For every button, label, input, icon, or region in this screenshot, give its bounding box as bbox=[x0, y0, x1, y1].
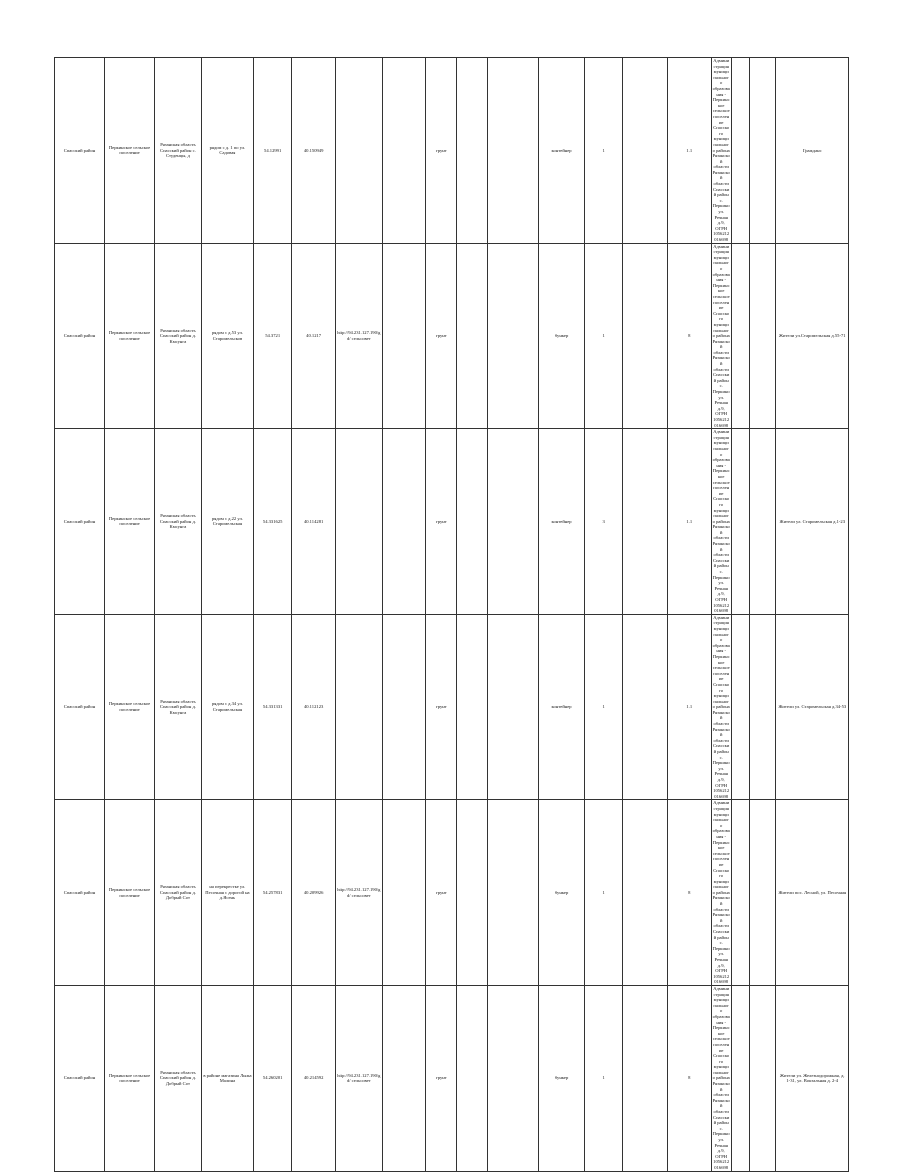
latitude-cell: 54.3721 bbox=[254, 243, 292, 429]
district-cell: Спасский район bbox=[55, 243, 105, 429]
empty-cell bbox=[382, 985, 426, 1171]
empty-cell bbox=[457, 429, 488, 615]
container-type-cell: контейнер bbox=[539, 58, 585, 244]
settlement-cell: Перкинское сельское поселение bbox=[105, 58, 155, 244]
empty-cell bbox=[457, 614, 488, 800]
address-cell: рядом с д.22 ул. Старомельская bbox=[201, 429, 253, 615]
settlement-cell: Перкинское сельское поселение bbox=[105, 614, 155, 800]
empty-cell bbox=[623, 800, 668, 986]
empty-cell bbox=[731, 243, 749, 429]
container-count-cell: 1 bbox=[584, 243, 622, 429]
table-row bbox=[55, 614, 849, 800]
latitude-cell: 54.12991 bbox=[254, 58, 292, 244]
empty-cell bbox=[457, 243, 488, 429]
empty-cell bbox=[749, 614, 776, 800]
district-cell: Спасский район bbox=[55, 800, 105, 986]
empty-cell bbox=[731, 800, 749, 986]
map-link-cell bbox=[335, 614, 382, 800]
empty-cell bbox=[488, 614, 539, 800]
settlement-cell: Перкинское сельское поселение bbox=[105, 429, 155, 615]
longitude-cell: 40.150949 bbox=[292, 58, 336, 244]
address-cell: рядом с д.53 ул. Старомельсков bbox=[201, 243, 253, 429]
table-row bbox=[55, 429, 849, 615]
district-cell: Спасский район bbox=[55, 614, 105, 800]
administrator-cell: Администрация муниципального образования - Перкинское сельское поселение Спасского муниципального района Рязанской области Рязанской области Спасский район с. Перкино ул. Речная д.9, ОГРН 1056212016698 bbox=[712, 800, 730, 985]
empty-cell bbox=[488, 243, 539, 429]
empty-cell bbox=[382, 614, 426, 800]
longitude-cell: 40.112123 bbox=[292, 614, 336, 800]
empty-cell bbox=[623, 243, 668, 429]
container-type-cell: бункер bbox=[539, 800, 585, 986]
waste-source-cell: Жители ул. Старомельская д.34-53 bbox=[776, 614, 849, 800]
container-type-cell: бункер bbox=[539, 243, 585, 429]
empty-cell bbox=[731, 985, 749, 1171]
empty-cell bbox=[749, 58, 776, 244]
settlement-cell: Перкинское сельское поселение bbox=[105, 800, 155, 986]
map-link-cell bbox=[335, 429, 382, 615]
empty-cell bbox=[623, 985, 668, 1171]
surface-cell: грунт bbox=[426, 429, 457, 615]
empty-cell bbox=[731, 58, 749, 244]
locality-cell: Рязанская область Спасский район д. Добрый Сот bbox=[155, 985, 202, 1171]
settlement-cell: Перкинское сельское поселение bbox=[105, 243, 155, 429]
empty-cell bbox=[488, 985, 539, 1171]
latitude-cell: 54.257831 bbox=[254, 800, 292, 986]
longitude-cell: 40.114281 bbox=[292, 429, 336, 615]
administrator-cell: Администрация муниципального образования - Перкинское сельское поселение Спасского муниципального района Рязанской области Рязанской области Спасский район с. Перкино ул. Речная д.9, ОГРН 1056212016698 bbox=[712, 614, 730, 799]
locality-cell: Рязанская область Спасский район с. Студенцы, д bbox=[155, 58, 202, 244]
empty-cell bbox=[749, 429, 776, 615]
empty-cell bbox=[623, 614, 668, 800]
waste-source-cell: Жители ул. Старомельская д.1-23 bbox=[776, 429, 849, 615]
administrator-cell: Администрация муниципального образования - Перкинское сельское поселение Спасского муниципального района Рязанской области Рязанской области Спасский район с. Перкино ул. Речная д.9, ОГРН 1056212016698 bbox=[712, 429, 730, 614]
container-volume-cell: 1.1 bbox=[667, 429, 711, 615]
empty-cell bbox=[623, 58, 668, 244]
district-cell: Спасский район bbox=[55, 58, 105, 244]
empty-cell bbox=[382, 429, 426, 615]
map-link-cell: http://94.231.127.190/gd/ сельсовет bbox=[335, 243, 382, 429]
address-cell: рядом с д.34 ул. Старомельская bbox=[201, 614, 253, 800]
waste-source-cell: Жители ул. Железнодорожная, д. 1-31, ул. Вокзальная д. 2-4 bbox=[776, 985, 849, 1171]
table-row bbox=[55, 800, 849, 986]
surface-cell: грунт bbox=[426, 243, 457, 429]
table-row bbox=[55, 58, 849, 244]
table-row bbox=[55, 243, 849, 429]
empty-cell bbox=[749, 985, 776, 1171]
container-count-cell: 1 bbox=[584, 985, 622, 1171]
container-volume-cell: 1.1 bbox=[667, 614, 711, 800]
address-cell: в районе магазина Лыжа Малина bbox=[201, 985, 253, 1171]
empty-cell bbox=[623, 429, 668, 615]
empty-cell bbox=[382, 58, 426, 244]
district-cell: Спасский район bbox=[55, 985, 105, 1171]
locality-cell: Рязанская область Спасский район д. Кмсунга bbox=[155, 614, 202, 800]
waste-source-cell: Гражданс bbox=[776, 58, 849, 244]
address-cell: рядом с д. 1 по ул. Садовая bbox=[201, 58, 253, 244]
empty-cell bbox=[457, 58, 488, 244]
waste-source-cell: Жители пос. Лесной, ул. Песочная bbox=[776, 800, 849, 986]
latitude-cell: 54.331331 bbox=[254, 614, 292, 800]
map-link-cell bbox=[335, 58, 382, 244]
empty-cell bbox=[457, 800, 488, 986]
container-count-cell: 1 bbox=[584, 614, 622, 800]
locality-cell: Рязанская область Спасский район д. Кмсунга bbox=[155, 243, 202, 429]
longitude-cell: 40.209926 bbox=[292, 800, 336, 986]
container-volume-cell: 8 bbox=[667, 985, 711, 1171]
table-row bbox=[55, 985, 849, 1171]
surface-cell: грунт bbox=[426, 800, 457, 986]
administrator-cell: Администрация муниципального образования - Перкинское сельское поселение Спасского муниципального района Рязанской области Рязанской области Спасский район с. Перкино ул. Речная д.9, ОГРН 1056212016698 bbox=[712, 243, 730, 428]
surface-cell: грунт bbox=[426, 985, 457, 1171]
empty-cell bbox=[749, 800, 776, 986]
empty-cell bbox=[382, 800, 426, 986]
container-count-cell: 1 bbox=[584, 58, 622, 244]
waste-sites-register-table bbox=[54, 57, 849, 1172]
map-link-cell: http://94.231.127.190/gd/ сельсовет bbox=[335, 800, 382, 986]
longitude-cell: 40.214592 bbox=[292, 985, 336, 1171]
administrator-cell: Администрация муниципального образования - Перкинское сельское поселение Спасского муниципального района Рязанской области Рязанской области Спасский район с. Перкино ул. Речная д.9, ОГРН 1056212016698 bbox=[712, 985, 730, 1170]
container-type-cell: контейнер bbox=[539, 429, 585, 615]
container-volume-cell: 8 bbox=[667, 800, 711, 986]
container-count-cell: 3 bbox=[584, 429, 622, 615]
empty-cell bbox=[488, 58, 539, 244]
container-volume-cell: 8 bbox=[667, 243, 711, 429]
address-cell: на перекрестке ул. Песочная с дорогой на д.Ясень bbox=[201, 800, 253, 986]
container-type-cell: бункер bbox=[539, 985, 585, 1171]
empty-cell bbox=[731, 429, 749, 615]
register-table-body bbox=[55, 58, 849, 1172]
administrator-cell: Администрация муниципального образования - Перкинское сельское поселение Спасского муниципального района Рязанской области Рязанской области Спасский район с. Перкино ул. Речная д.9, ОГРН 1056212016698 bbox=[712, 58, 730, 242]
settlement-cell: Перкинское сельское поселение bbox=[105, 985, 155, 1171]
surface-cell: грунт bbox=[426, 614, 457, 800]
container-count-cell: 1 bbox=[584, 800, 622, 986]
empty-cell bbox=[488, 800, 539, 986]
empty-cell bbox=[457, 985, 488, 1171]
empty-cell bbox=[382, 243, 426, 429]
locality-cell: Рязанская область Спасский район д. Кмсунга bbox=[155, 429, 202, 615]
container-volume-cell: 1.1 bbox=[667, 58, 711, 244]
map-link-cell: http://94.231.127.190/gd/ сельсовет bbox=[335, 985, 382, 1171]
container-type-cell: контейнер bbox=[539, 614, 585, 800]
empty-cell bbox=[731, 614, 749, 800]
empty-cell bbox=[749, 243, 776, 429]
locality-cell: Рязанская область Спасский район д. Добрый Сот bbox=[155, 800, 202, 986]
surface-cell: грунт bbox=[426, 58, 457, 244]
latitude-cell: 54.260201 bbox=[254, 985, 292, 1171]
district-cell: Спасский район bbox=[55, 429, 105, 615]
empty-cell bbox=[488, 429, 539, 615]
longitude-cell: 40.1217 bbox=[292, 243, 336, 429]
latitude-cell: 54.331625 bbox=[254, 429, 292, 615]
waste-source-cell: Жители ул.Старомельская д.55-71 bbox=[776, 243, 849, 429]
